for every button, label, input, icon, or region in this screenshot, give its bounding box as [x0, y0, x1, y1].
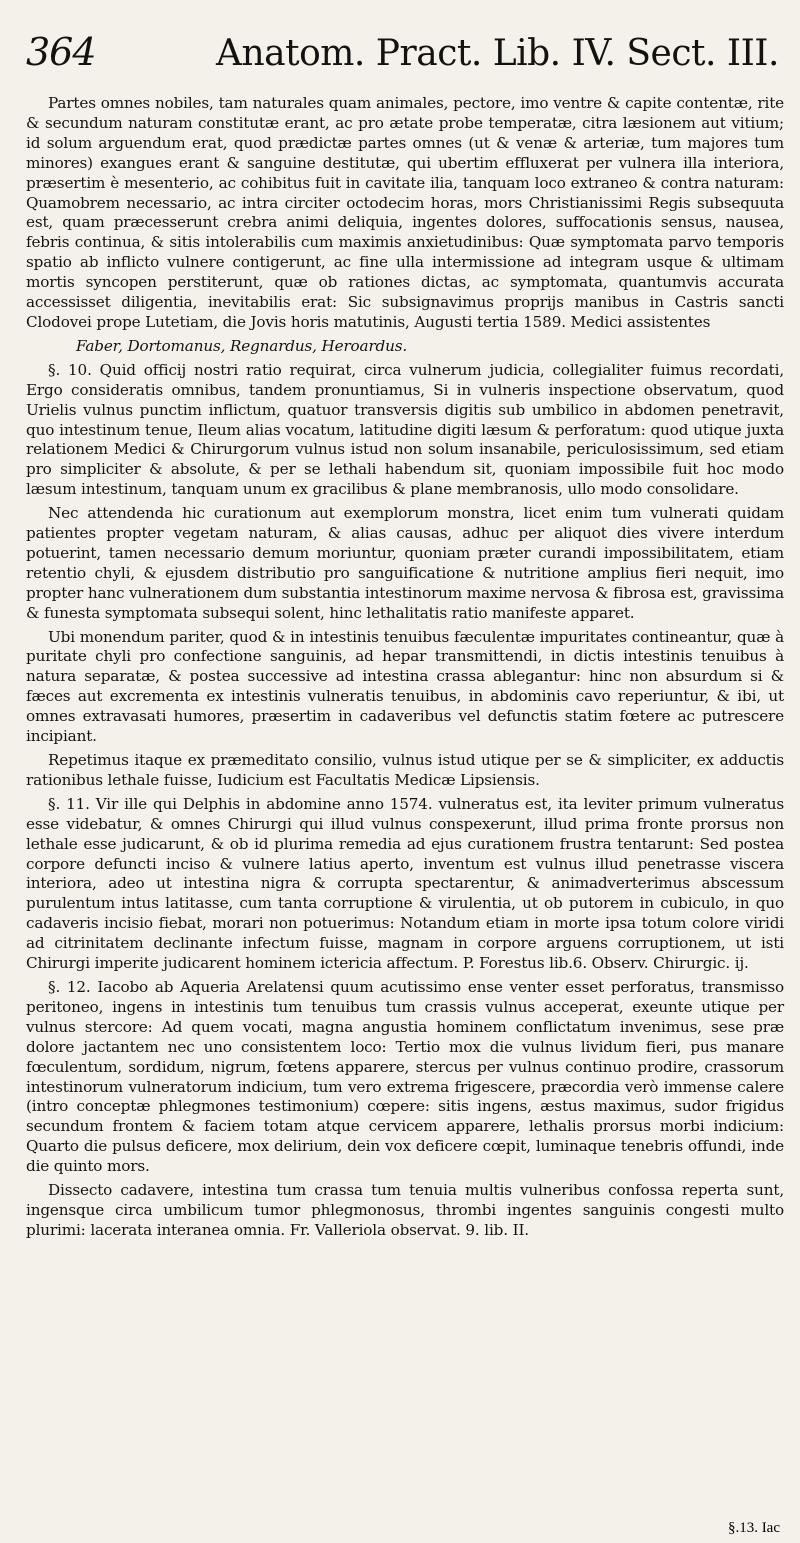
running-head: Anatom. Pract. Lib. IV. Sect. III.	[216, 33, 779, 74]
paragraph-section-12: §. 12. Iacobo ab Aqueria Arelatensi quum acutissimo ense venter esset perforatus, transmisso peritoneo, ingens in intestinis tum tenuibus tum crassis vulnus acceperat, exeunte utique per vulnus stercore: Ad quem vocati, magna angustia hominem conflictatum invenimus, sese præ dolore jactantem nec uno consistentem loco: Tertio mox die vulnus lividum fieri, pus manare fœculentum, sordidum, nigrum, fœtens apparere, stercus per vulnus continuo prodire, crassorum intestinorum vulneratorum indicium, tum vero extrema frigescere, præcordia verò immense calere (intro conceptæ phlegmones testimonium) cœpere: sitis ingens, æstus maximus, sudor frigidus secundum frontem & faciem totam atque cervicem apparere, lethalis prorsus morbi indicium: Quarto die pulsus deficere, mox delirium, dein vox deficere cœpit, luminaque tenebris offundi, inde die quinto mors.	[26, 977, 784, 1176]
paragraph-dissecto: Dissecto cadavere, intestina tum crassa tum tenuia multis vulneribus confossa reperta sunt, ingensque circa umbilicum tumor phlegmonosus, thrombi ingentes sanguinis congesti multo plurimi: lacerata interanea omnia. Fr. Valleriola observat. 9. lib. II.	[26, 1181, 784, 1239]
page-number: 364	[26, 30, 96, 74]
paragraph-repetimus: Repetimus itaque ex præmeditato consilio, vulnus istud utique per se & simpliciter, ex adductis rationibus lethale fuisse, Iudicium est Facultatis Medicæ Lipsiensis.	[26, 751, 784, 789]
paragraph-monendum: Ubi monendum pariter, quod & in intestinis tenuibus fæculentæ impuritates contineantur, quæ à puritate chyli pro confectione sanguinis, ad hepar transmittendi, in dictis intestinis tenuibus à natura separatæ, & postea successive ad intestina crassa ablegantur: hinc non absurdum si & fæces aut excrementa ex intestinis vulneratis tenuibus, in abdominis cavo reperiuntur, & ibi, ut omnes extravasati humores, præsertim in cadaveribus vel defunctis statim fœtere ac putrescere incipiant.	[26, 627, 784, 746]
paragraph-monstra: Nec attendenda hic curationum aut exemplorum monstra, licet enim tum vulnerati quidam patientes propter vegetam naturam, & alias causas, adhuc per aliquot dies vivere interdum potuerint, tamen necessario demum moriuntur, quoniam præter curandi impossibilitatem, etiam retentio chyli, & ejusdem distributio pro sanguificatione & nutritione amplius fieri nequit, imo propter hanc vulnerationem dum substantia intestinorum maxime nervosa & fibrosa est, gravissima & funesta symptomata subsequi solent, hinc lethalitatis ratio manifeste apparet.	[26, 504, 784, 622]
paragraph-autopsy-report: Partes omnes nobiles, tam naturales quam animales, pectore, imo ventre & capite contentæ, rite & secundum naturam constitutæ erant, ac pro ætate probe temperatæ, citra læsionem aut vitium; id solum arguendum erat, quod prædictæ partes omnes (ut & venæ & arteriæ, tum majores tum minores) exangues erant & sanguine destitutæ, qui ubertim effluxerat per vulnera illa interiora, præsertim è mesenterio, ac cohibitus fuit in cavitate ilia, tanquam loco extraneo & contra naturam: Quamobrem necessario, ac intra circiter octodecim horas, mors Christianissimi Regis subsequuta est, quam præcesserunt crebra animi deliquia, ingentes dolores, suffocationis sensus, nausea, febris continua, & sitis intolerabilis cum maximis anxietudinibus: Quæ symptomata parvo temporis spatio ab inflicto vulnere contigerunt, ac fine ulla intermissione ad integram usque & ultimam mortis syncopen perstiterunt, quæ ob rationes dictas, ac symptomata, quantumvis accurata accessisset diligentia, inevitabilis erat: Sic subsignavimus proprijs manibus in Castris sancti Clodovei prope Lutetiam, die Jovis horis matutinis, Augusti tertia 1589. Medici assistentes	[26, 94, 784, 331]
catchword: §.13. Iac	[727, 1520, 780, 1536]
body-text	[26, 94, 784, 1241]
page-header	[26, 30, 784, 86]
physician-signatures: Faber, Dortomanus, Regnardus, Heroardus.	[76, 336, 408, 355]
paragraph-section-10: §. 10. Quid officij nostri ratio requirat, circa vulnerum judicia, collegialiter fuimus recordati, Ergo consideratis omnibus, tandem pronuntiamus, Si in vulneris inspectione observatum, quod Urielis vulnus punctim inflictum, quatuor transversis digitis sub umbilico in abdomen penetravit, quo intestinum tenue, Ileum alias vocatum, latitudine digiti læsum & perforatum: quod utique juxta relationem Medici & Chirurgorum vulnus istud non solum insanabile, periculosissimum, sed etiam pro simpliciter & absolute, & per se lethali habendum sit, quoniam impossibile fuit hoc modo læsum intestinum, tanquam unum ex gracilibus & plane membranosis, ullo modo consolidare.	[26, 360, 784, 499]
paragraph-section-11: §. 11. Vir ille qui Delphis in abdomine anno 1574. vulneratus est, ita leviter primum vulneratus esse videbatur, & omnes Chirurgi qui illud vulnus conspexerunt, illud prima fronte prorsus non lethale esse judicarunt, & ob id plurima remedia ad ejus curationem frustra tentarunt: Sed postea corpore defuncti inciso & vulnere latius aperto, inventum est vulnus illud penetrasse viscera interiora, adeo ut intestina nigra & corrupta spectarentur, & animadverterimus abscessum purulentum intus latitasse, cum tanta corruptione & virulentia, ut ob putorem in cubiculo, in quo cadaveris incisio fiebat, morari non potuerimus: Notandum etiam in morte ipsa totum colore viridi ad citrinitatem declinante infectum fuisse, magnam in corpore arguens corruptionem, ut isti Chirurgi imperite judicarent hominem ictericia affectum. P. Forestus lib.6. Observ. Chirurgic. ij.	[26, 794, 784, 973]
